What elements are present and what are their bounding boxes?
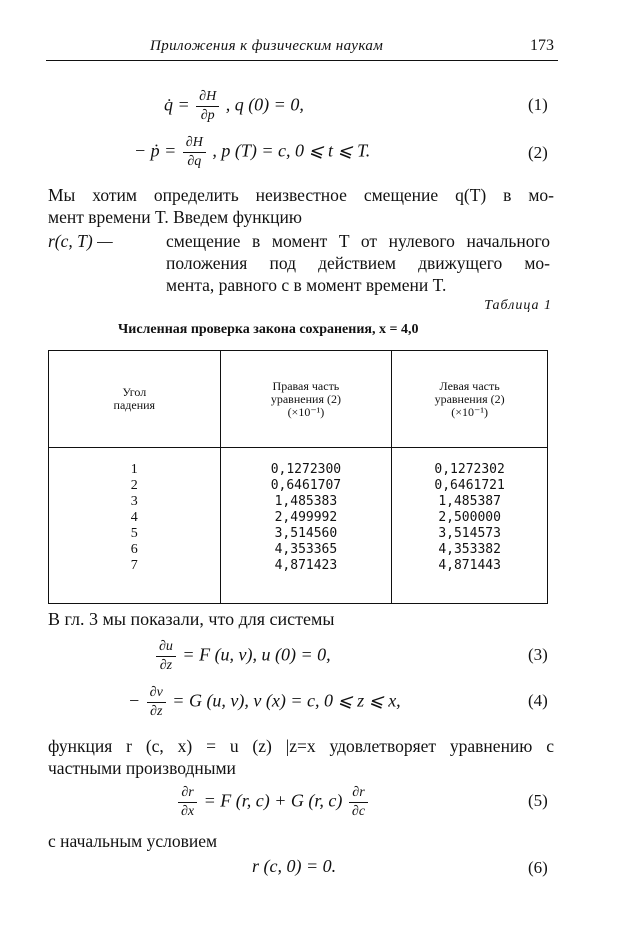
column-header-angle — [49, 351, 221, 448]
running-title: Приложения к физическим наукам — [150, 38, 384, 54]
column-header-right-side — [220, 351, 392, 448]
paragraph-3-line-2: частными производными — [48, 758, 236, 778]
table-cell: 5 — [130, 526, 138, 541]
table-cell: 4,353365 — [274, 542, 338, 557]
column-header-left-side — [392, 351, 548, 448]
table-cell: 2 — [130, 478, 138, 493]
eq1-number: (1) — [528, 95, 548, 114]
paragraph-3-line-1: функция r (c, x) = u (z) |z=x удовлетворяет уравнению с — [48, 736, 554, 756]
definition-term: r(c, T) — — [48, 231, 113, 251]
equation-5 — [176, 784, 370, 821]
definition-line-3: мента, равного c в момент времени T. — [166, 275, 447, 295]
column-left-values — [392, 448, 548, 576]
col3-head-line1: Левая часть — [439, 378, 500, 393]
eq6-number: (6) — [528, 858, 548, 877]
eq5-number: (5) — [528, 791, 548, 810]
definition-line-1: смещение в момент T от нулевого начального — [166, 231, 550, 251]
eq3-rest: = F (u, v), u (0) = 0, — [182, 644, 331, 665]
eq4-fraction — [147, 684, 166, 721]
table-cell: 2,499992 — [274, 510, 338, 525]
eq5-frac2-num: ∂r — [349, 784, 368, 803]
paragraph-1-line-2: мент времени T. Введем функцию — [48, 207, 302, 227]
table-cell: 4,871443 — [438, 558, 501, 573]
page-number: 173 — [530, 37, 554, 54]
table-cell: 3,514560 — [274, 526, 338, 541]
table-cell: 3 — [130, 494, 138, 509]
eq3-frac-num: ∂u — [156, 638, 176, 657]
eq5-frac1-den: ∂x — [181, 804, 195, 819]
col1-head-line2: падения — [113, 398, 156, 412]
eq2-number: (2) — [528, 143, 548, 162]
table-cell: 4 — [130, 510, 138, 525]
eq3-number: (3) — [528, 645, 548, 664]
eq4-lhs: − — [128, 690, 141, 711]
eq1-frac-den: ∂p — [200, 108, 215, 123]
column-right-values — [220, 448, 392, 576]
table-cell: 0,6461707 — [270, 478, 342, 493]
paragraph-1-line-1: Мы хотим определить неизвестное смещение q(T) в мо- — [48, 185, 554, 205]
col3-head-line3: (×10⁻¹) — [451, 404, 488, 419]
eq4-frac-den: ∂z — [150, 704, 163, 719]
table-cell: 7 — [130, 558, 138, 573]
eq1-fraction — [196, 88, 219, 125]
col2-head-line2: уравнения (2) — [270, 391, 341, 406]
eq5-fraction-1 — [178, 784, 197, 821]
eq4-frac-num: ∂v — [147, 684, 166, 703]
column-angle-values — [49, 448, 221, 576]
table-cell: 1,485387 — [438, 494, 501, 509]
definition-line-2: положения под действием движущего мо- — [166, 253, 550, 273]
table-body — [49, 448, 548, 576]
eq4-number: (4) — [528, 691, 548, 710]
table-cell: 4,871423 — [274, 558, 338, 573]
col1-head-line1: Угол — [122, 385, 147, 399]
eq2-fraction — [183, 134, 206, 171]
table-cell: 6 — [130, 542, 138, 557]
eq2-frac-num: ∂H — [183, 134, 206, 153]
equation-1 — [164, 88, 304, 125]
eq2-frac-den: ∂q — [187, 154, 202, 169]
table-cell: 4,353382 — [438, 542, 501, 557]
table-cell: 1,485383 — [274, 494, 338, 509]
equation-6: r (c, 0) = 0. — [252, 856, 337, 876]
table-cell: 0,1272300 — [270, 462, 342, 477]
equation-2 — [134, 134, 370, 171]
col2-head-line1: Правая часть — [272, 378, 340, 393]
eq5-fraction-2 — [349, 784, 368, 821]
data-table — [48, 350, 548, 604]
col2-head-line3: (×10⁻¹) — [287, 404, 325, 419]
table-cell: 0,6461721 — [434, 478, 505, 493]
table-cell: 2,500000 — [438, 510, 501, 525]
eq2-rest: , p (T) = c, 0 ⩽ t ⩽ T. — [212, 140, 371, 161]
table-cell: 0,1272302 — [434, 462, 505, 477]
eq5-frac1-num: ∂r — [178, 784, 197, 803]
eq2-lhs: − ṗ = — [134, 140, 177, 161]
eq3-frac-den: ∂z — [159, 658, 173, 673]
eq5-middle: = F (r, c) + G (r, c) — [203, 790, 343, 811]
table-header-row — [49, 351, 548, 448]
eq3-fraction — [156, 638, 176, 675]
eq1-rest: , q (0) = 0, — [225, 94, 304, 115]
table-label: Таблица 1 — [484, 298, 552, 313]
equation-3 — [154, 638, 331, 675]
equation-4 — [128, 684, 401, 721]
eq1-lhs: q̇ = — [164, 94, 190, 115]
eq1-frac-num: ∂H — [196, 88, 219, 107]
table-cell: 3,514573 — [438, 526, 501, 541]
eq5-frac2-den: ∂c — [351, 804, 366, 819]
col3-head-line2: уравнения (2) — [434, 391, 505, 406]
table-title: Численная проверка закона сохранения, x = 4,0 — [118, 322, 419, 337]
running-header — [46, 36, 558, 61]
table-cell: 1 — [130, 462, 138, 477]
paragraph-4: с начальным условием — [48, 831, 218, 851]
table-bottom — [49, 575, 548, 604]
paragraph-2: В гл. 3 мы показали, что для системы — [48, 609, 335, 629]
eq4-rest: = G (u, v), v (x) = c, 0 ⩽ z ⩽ x, — [172, 690, 401, 711]
